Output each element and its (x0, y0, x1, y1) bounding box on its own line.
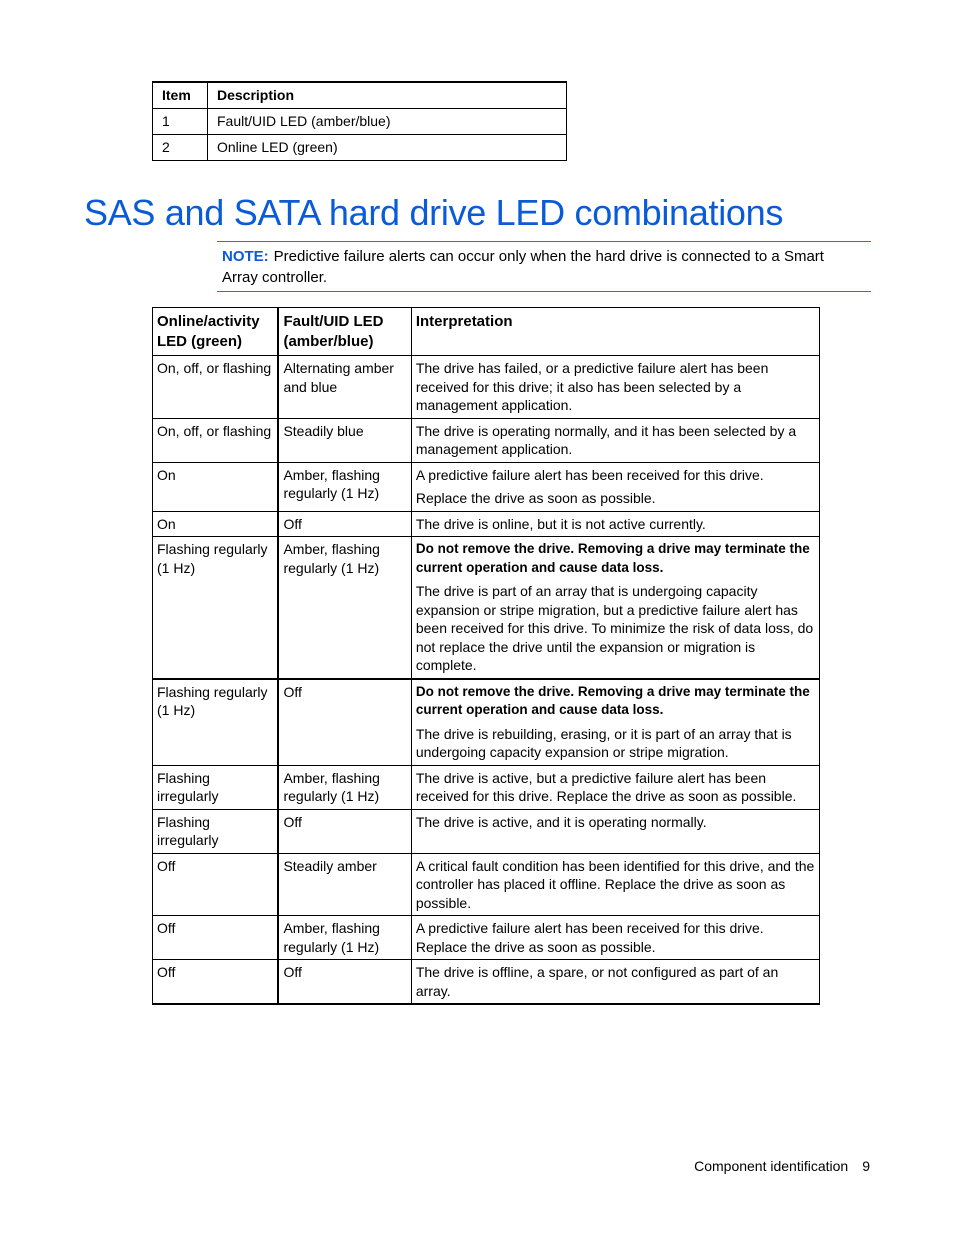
online-led-state: Flashing irregularly (153, 765, 279, 809)
page-number: 9 (862, 1158, 870, 1174)
item-header: Item (153, 82, 208, 109)
item-table (152, 81, 567, 161)
interpretation-text: The drive is offline, a spare, or not configured as part of an array. (415, 964, 779, 999)
note-text-block (222, 246, 852, 288)
interpretation-cell (411, 679, 819, 766)
online-led-state: Flashing regularly (1 Hz) (153, 679, 279, 766)
note-text: Predictive failure alerts can occur only when the hard drive is connected to a Smart Array controller. (222, 248, 824, 286)
interpretation-cell (411, 462, 819, 511)
interpretation-text: The drive is online, but it is not active currently. (415, 515, 706, 532)
online-led-state: On (153, 511, 279, 537)
table-row (153, 511, 820, 537)
table-row (153, 916, 820, 960)
online-led-header: Online/activity LED (green) (153, 308, 279, 356)
fault-led-state: Steadily amber (278, 853, 411, 916)
interpretation-text: The drive has failed, or a predictive failure alert has been received for this drive; it also has been selected by a management application. (415, 360, 769, 413)
online-led-state: Flashing irregularly (153, 809, 279, 853)
interpretation-cell (411, 765, 819, 809)
interpretation-text: The drive is active, and it is operating normally. (415, 813, 707, 830)
data-loss-warning: Do not remove the drive. Removing a drive may terminate the current operation and cause data loss. (415, 541, 810, 575)
table-row (153, 679, 820, 766)
table-row (153, 109, 567, 135)
note-label: NOTE: (222, 248, 269, 265)
interpretation-cell (411, 418, 819, 462)
interpretation-text: A predictive failure alert has been received for this drive. (415, 466, 764, 483)
fault-led-state: Amber, flashing regularly (1 Hz) (278, 462, 411, 511)
table-row (153, 462, 820, 511)
fault-led-state: Amber, flashing regularly (1 Hz) (278, 765, 411, 809)
interpretation-cell (411, 356, 819, 419)
table-row (153, 809, 820, 853)
item-description: Online LED (green) (208, 135, 567, 161)
online-led-state: On, off, or flashing (153, 356, 279, 419)
page-title: SAS and SATA hard drive LED combinations (84, 192, 784, 233)
interpretation-cell (411, 511, 819, 537)
table-row (153, 418, 820, 462)
item-table-header (153, 82, 567, 109)
interpretation-text: Replace the drive as soon as possible. (415, 490, 656, 506)
item-description: Fault/UID LED (amber/blue) (208, 109, 567, 135)
interpretation-text: A critical fault condition has been identified for this drive, and the controller has placed it offline. Replace the drive as soon as possible. (415, 857, 815, 911)
interpretation-cell (411, 537, 819, 679)
fault-led-state: Off (278, 809, 411, 853)
online-led-state: Off (153, 960, 279, 1005)
interpretation-text: A predictive failure alert has been received for this drive. Replace the drive as soon as possible. (415, 920, 764, 955)
footer-section: Component identification (694, 1158, 849, 1174)
table-row (153, 960, 820, 1005)
interpretation-text: The drive is part of an array that is undergoing capacity expansion or stripe migration, but a predictive failure alert has been received for this drive. To minimize the risk of data loss, do not replace the drive until the expansion or migration is complete. (415, 583, 814, 673)
fault-led-state: Alternating amber and blue (278, 356, 411, 419)
fault-led-state: Off (278, 679, 411, 766)
fault-led-state: Steadily blue (278, 418, 411, 462)
item-number: 1 (153, 109, 208, 135)
led-table-header (153, 308, 820, 356)
fault-led-state: Off (278, 960, 411, 1005)
interpretation-cell (411, 809, 819, 853)
fault-led-state: Amber, flashing regularly (1 Hz) (278, 537, 411, 679)
online-led-state: Flashing regularly (1 Hz) (153, 537, 279, 679)
online-led-state: On, off, or flashing (153, 418, 279, 462)
page-footer (694, 1158, 870, 1174)
online-led-state: Off (153, 853, 279, 916)
table-row (153, 765, 820, 809)
data-loss-warning: Do not remove the drive. Removing a drive may terminate the current operation and cause data loss. (415, 683, 810, 717)
table-row (153, 537, 820, 679)
table-row (153, 356, 820, 419)
interpretation-cell (411, 960, 819, 1005)
table-row (153, 135, 567, 161)
online-led-state: Off (153, 916, 279, 960)
item-number: 2 (153, 135, 208, 161)
fault-led-state: Off (278, 511, 411, 537)
led-table-body (153, 308, 820, 1005)
interpretation-header: Interpretation (411, 308, 819, 356)
description-header: Description (208, 82, 567, 109)
interpretation-text: The drive is operating normally, and it has been selected by a management application. (415, 422, 797, 457)
note-box (217, 241, 871, 292)
interpretation-cell (411, 916, 819, 960)
led-combinations-table (152, 307, 820, 1005)
fault-led-state: Amber, flashing regularly (1 Hz) (278, 916, 411, 960)
interpretation-text: The drive is rebuilding, erasing, or it is part of an array that is undergoing capacity expansion or stripe migration. (415, 725, 792, 760)
interpretation-text: The drive is active, but a predictive failure alert has been received for this drive. Replace the drive as soon as possible. (415, 769, 797, 804)
online-led-state: On (153, 462, 279, 511)
interpretation-cell (411, 853, 819, 916)
fault-led-header: Fault/UID LED (amber/blue) (278, 308, 411, 356)
table-row (153, 853, 820, 916)
